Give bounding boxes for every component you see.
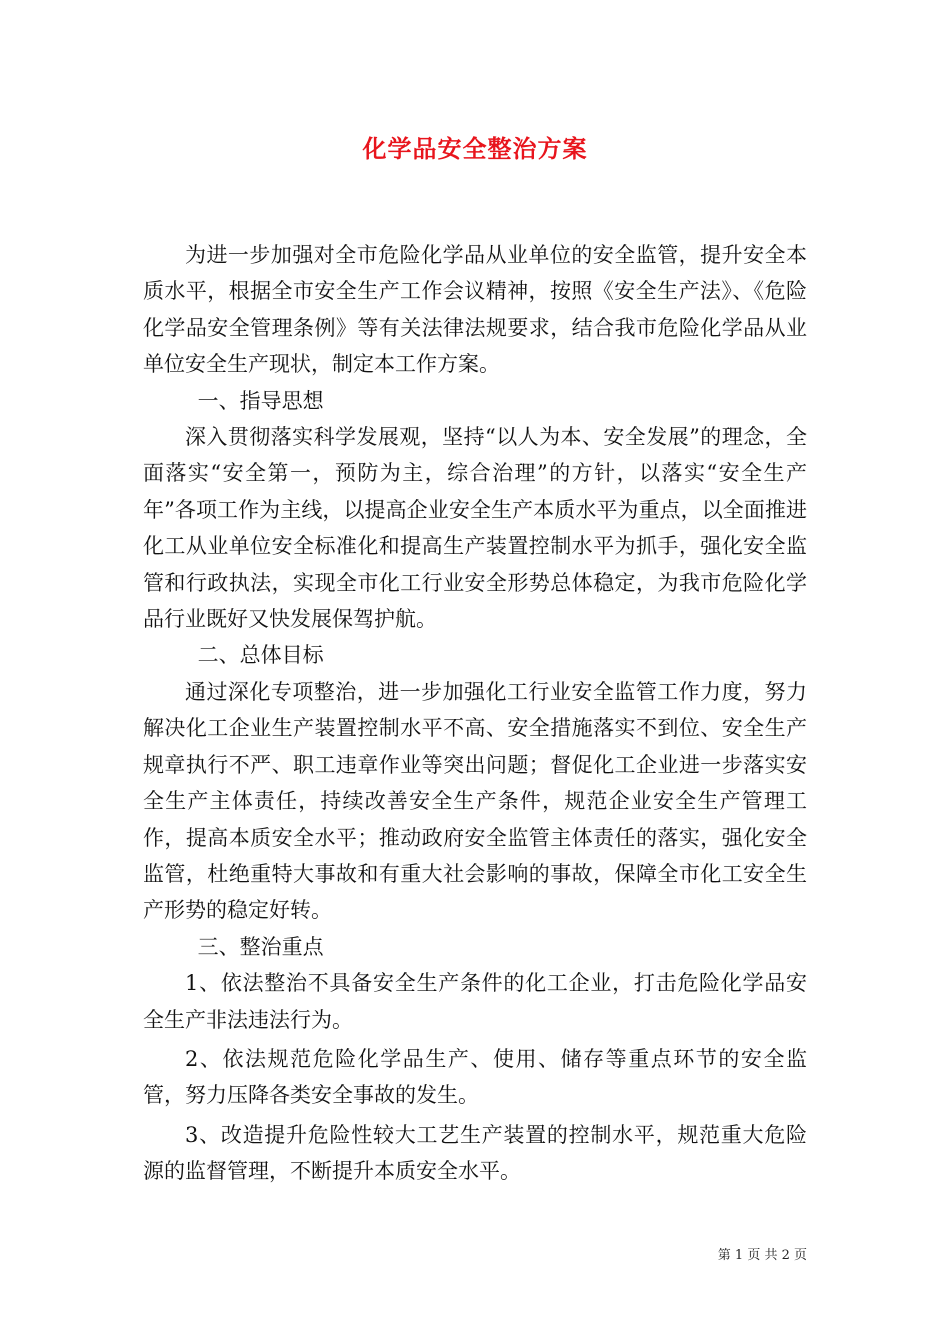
intro-paragraph: 为进一步加强对全市危险化学品从业单位的安全监管，提升安全本质水平，根据全市安全生产工作会议精神，按照《安全生产法》、《危险化学品安全管理条例》等有关法律法规要求，结合我市危险化学品从业单位安全生产现状，制定本工作方案。 xyxy=(143,243,807,377)
key-point-item-1: 1、依法整治不具备安全生产条件的化工企业，打击危险化学品安全生产非法违法行为。 xyxy=(143,971,807,1032)
document-body xyxy=(143,237,807,1190)
section-body-overall-goals: 通过深化专项整治，进一步加强化工行业安全监管工作力度，努力解决化工企业生产装置控制水平不高、安全措施落实不到位、安全生产规章执行不严、职工违章作业等突出问题；督促化工企业进一步落实安全生产主体责任，持续改善安全生产条件，规范企业安全生产管理工作，提高本质安全水平；推动政府安全监管主体责任的落实，强化安全监管，杜绝重特大事故和有重大社会影响的事故，保障全市化工安全生产形势的稳定好转。 xyxy=(143,679,807,923)
key-point-item-2: 2、依法规范危险化学品生产、使用、储存等重点环节的安全监管，努力压降各类安全事故的发生。 xyxy=(143,1046,807,1108)
section-body-guiding-ideology: 深入贯彻落实科学发展观，坚持“以人为本、安全发展”的理念，全面落实“安全第一，预防为主，综合治理”的方针，以落实“安全生产年”各项工作为主线，以提高企业安全生产本质水平为重点，以全面推进化工从业单位安全标准化和提高生产装置控制水平为抓手，强化安全监管和行政执法，实现全市化工行业安全形势总体稳定，为我市危险化学品行业既好又快发展保驾护航。 xyxy=(143,425,807,632)
section-heading-guiding-ideology: 一、指导思想 xyxy=(197,388,324,413)
page-number: 第 1 页 共 2 页 xyxy=(717,1248,807,1263)
section-heading-overall-goals: 二、总体目标 xyxy=(197,643,324,668)
key-point-item-3: 3、改造提升危险性较大工艺生产装置的控制水平，规范重大危险源的监督管理，不断提升本质安全水平。 xyxy=(143,1122,807,1184)
section-heading-key-points: 三、整治重点 xyxy=(197,934,324,959)
document-title: 化学品安全整治方案 xyxy=(362,134,588,163)
